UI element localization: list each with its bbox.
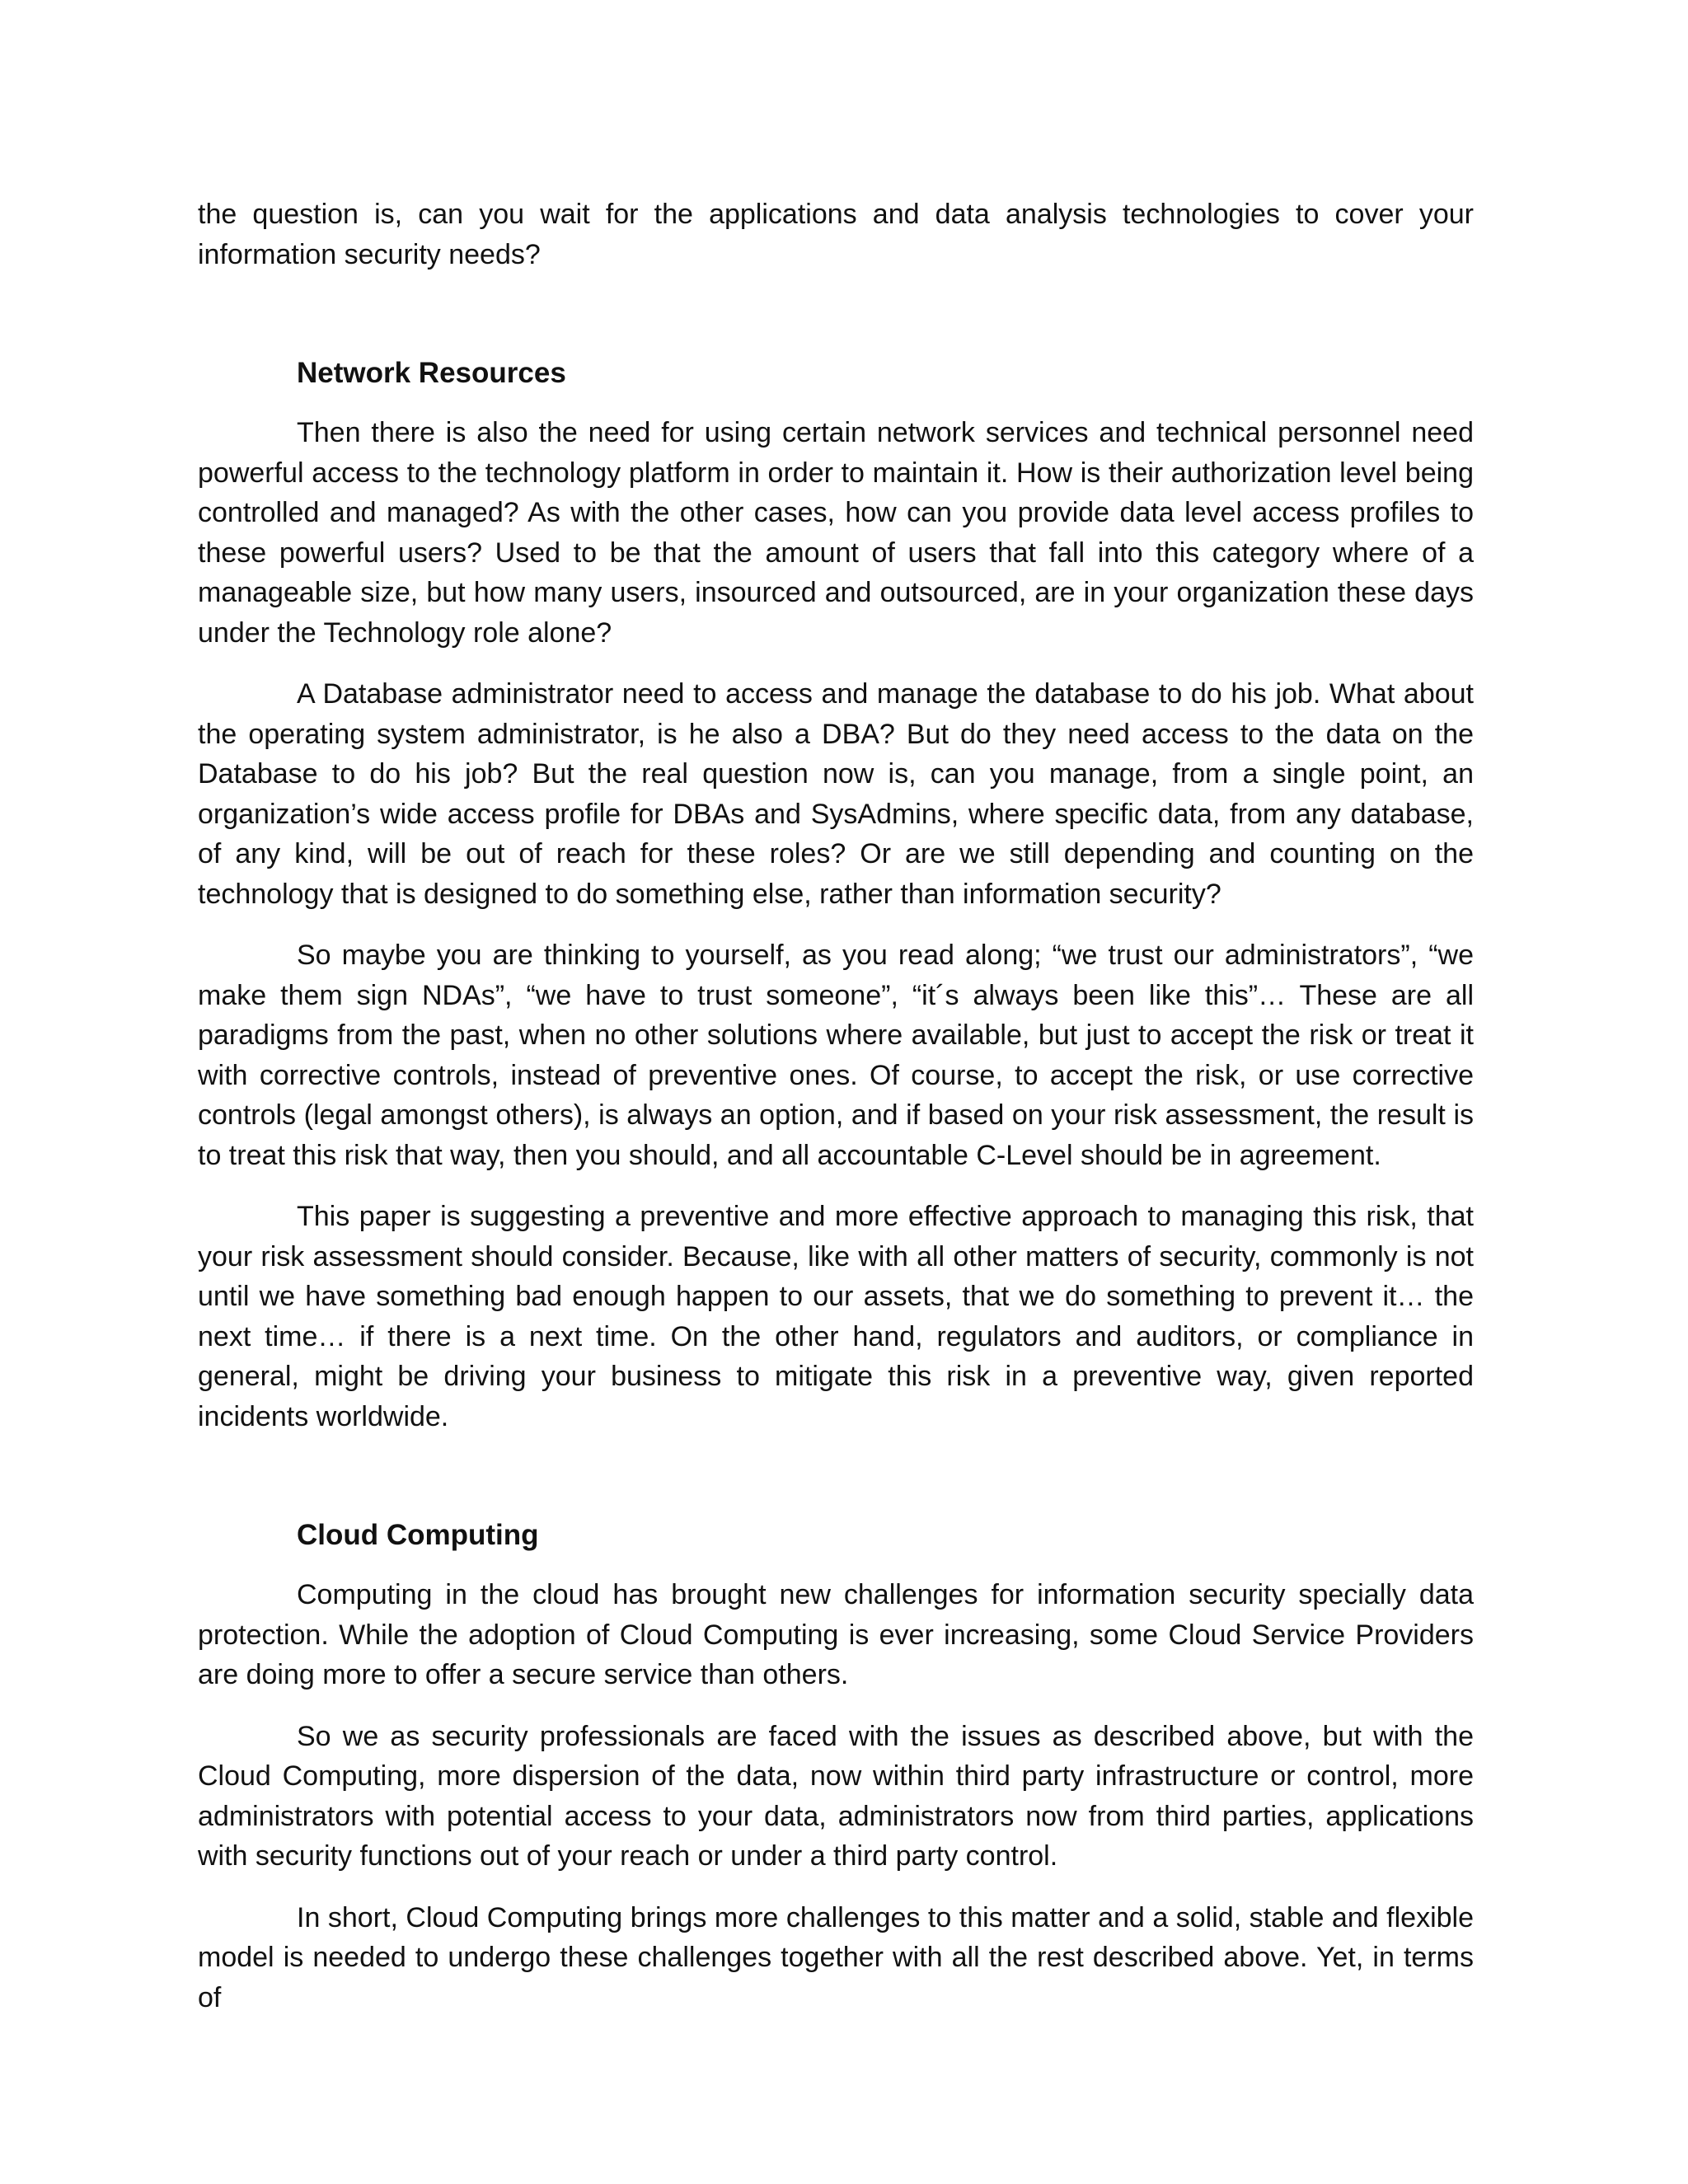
network-paragraph-2: A Database administrator need to access and manage the database to do his job. What about the operating system administrator, is he also a DBA? But do they need access to the data on the Database to do his job? But the real question now is, can you manage, from a single point, an organization’s wide access profile for DBAs and SysAdmins, where specific data, from any database, of any kind, will be out of reach for these roles? Or are we still depending and counting on the technology that is designed to do something else, rather than information security? <box>198 678 1474 910</box>
heading-network-resources: Network Resources <box>297 357 566 389</box>
cloud-paragraph-3: In short, Cloud Computing brings more challenges to this matter and a solid, stable and flexible model is needed to undergo these challenges together with all the rest described above. Yet, in terms of <box>198 1901 1474 2013</box>
network-paragraph-4: This paper is suggesting a preventive and more effective approach to managing this risk, that your risk assessment should consider. Because, like with all other matters of security, commonly is not until we have something bad enough happen to our assets, that we do something to prevent it… the next time… if there is a next time. On the other hand, regulators and auditors, or compliance in general, might be driving your business to mitigate this risk in a preventive way, given reported incidents worldwide. <box>198 1201 1474 1432</box>
cloud-paragraph-2: So we as security professionals are faced with the issues as described above, but with the Cloud Computing, more dispersion of the data, now within third party infrastructure or control, more administrators with potential access to your data, administrators now from third parties, applications with security functions out of your reach or under a third party control. <box>198 1720 1474 1872</box>
lead-paragraph: the question is, can you wait for the applications and data analysis technologies to cover your information security needs? <box>198 199 1474 270</box>
document-body <box>198 194 1474 2039</box>
cloud-paragraph-1: Computing in the cloud has brought new challenges for information security specially data protection. While the adoption of Cloud Computing is ever increasing, some Cloud Service Providers are doing more to offer a secure service than others. <box>198 1579 1474 1690</box>
heading-cloud-computing: Cloud Computing <box>297 1519 539 1551</box>
network-paragraph-1: Then there is also the need for using certain network services and technical personnel need powerful access to the technology platform in order to maintain it. How is their authorization level being controlled and managed? As with the other cases, how can you provide data level access profiles to these powerful users? Used to be that the amount of users that fall into this category where of a manageable size, but how many users, insourced and outsourced, are in your organization these days under the Technology role alone? <box>198 417 1474 649</box>
network-paragraph-3: So maybe you are thinking to yourself, as you read along; “we trust our administrators”, “we make them sign NDAs”, “we have to trust someone”, “it´s always been like this”… These are all paradigms from the past, when no other solutions where available, but just to accept the risk or treat it with corrective controls, instead of preventive ones. Of course, to accept the risk, or use corrective controls (legal amongst others), is always an option, and if based on your risk assessment, the result is to treat this risk that way, then you should, and all accountable C-Level should be in agreement. <box>198 940 1474 1171</box>
